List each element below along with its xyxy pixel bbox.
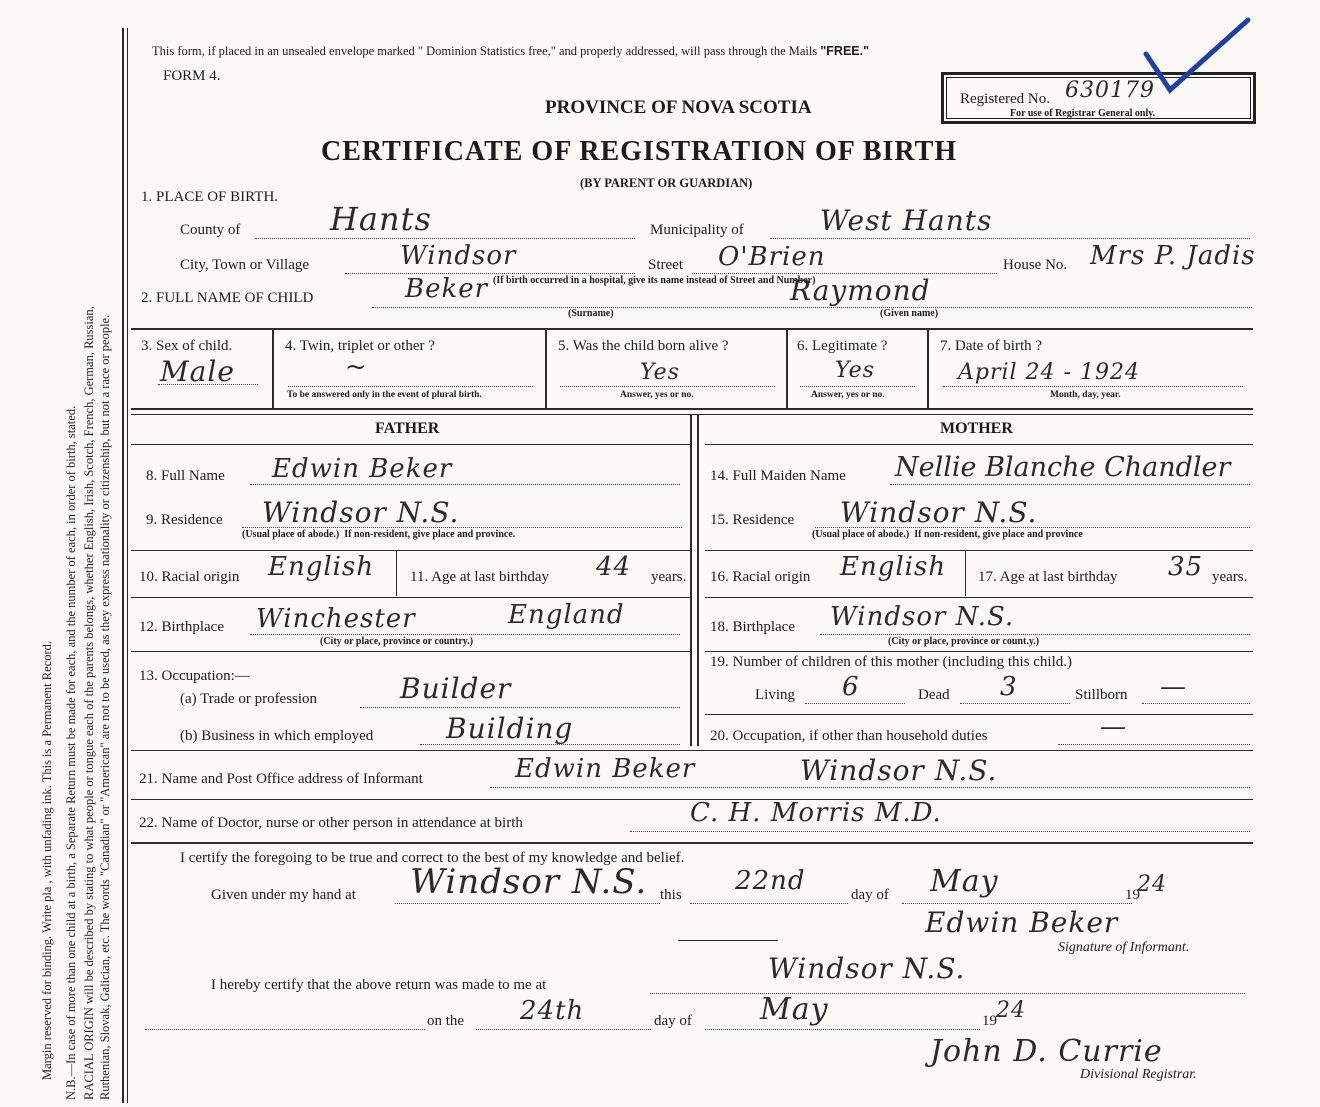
mother-racial-label: 16. Racial origin — [710, 569, 811, 585]
child-surname-note: (Surname) — [568, 308, 614, 319]
father-heading: FATHER — [375, 420, 440, 437]
municipality-label: Municipality of — [650, 222, 744, 238]
doctor-value: C. H. Morris M.D. — [690, 798, 942, 828]
registrar-year-value: 24 — [996, 998, 1026, 1023]
legitimate-note: Answer, yes or no. — [811, 390, 885, 400]
dead-value: 3 — [1000, 672, 1018, 702]
father-age-label: 11. Age at last birthday — [410, 569, 549, 585]
binding-rule-outer — [122, 28, 124, 1103]
mother-occupation-value: — — [1100, 712, 1127, 742]
child-given-value: Raymond — [790, 274, 931, 307]
certify-statement: I certify the foregoing to be true and correct to the best of my knowledge and belief. — [180, 850, 685, 866]
registrar-signature-label: Divisional Registrar. — [1080, 1067, 1197, 1082]
father-trade-value: Builder — [400, 672, 512, 705]
legitimate-value: Yes — [835, 358, 875, 383]
living-label: Living — [755, 687, 795, 703]
legitimate-label: 6. Legitimate ? — [797, 338, 888, 354]
this-label: this — [660, 887, 682, 903]
father-residence-label: 9. Residence — [146, 512, 223, 528]
house-number-value: Mrs P. Jadis — [1090, 241, 1256, 271]
registrar-signature-value: John D. Currie — [930, 1034, 1163, 1069]
father-birthplace-value-a: Winchester — [256, 604, 416, 634]
blue-check-mark — [1140, 14, 1260, 114]
date-of-birth-value: April 24 - 1924 — [958, 360, 1140, 385]
father-name-label: 8. Full Name — [146, 468, 225, 484]
informant-address-value: Windsor N.S. — [800, 754, 998, 787]
mother-heading: MOTHER — [940, 420, 1013, 437]
margin-note-line-4: Margin reserved for binding. Write pla , with unfading ink. This is a Permanent Record. — [40, 641, 54, 1080]
mother-age-value: 35 — [1168, 552, 1204, 582]
father-birthplace-value-b: England — [508, 600, 625, 630]
province-heading: PROVINCE OF NOVA SCOTIA — [545, 97, 812, 118]
father-name-value: Edwin Beker — [272, 454, 453, 484]
city-label: City, Town or Village — [180, 257, 310, 273]
mother-birthplace-note: (City or place, province or count.y.) — [888, 636, 1040, 647]
father-birthplace-note: (City or place, province or country.) — [320, 636, 474, 647]
mother-age-unit: years. — [1212, 569, 1248, 585]
father-age-value: 44 — [596, 552, 632, 582]
father-business-value: Building — [446, 712, 574, 745]
doctor-label: 22. Name of Doctor, nurse or other person in attendance at birth — [139, 815, 523, 831]
sex-label: 3. Sex of child. — [141, 338, 233, 354]
municipality-value: West Hants — [820, 204, 993, 237]
given-day-of-label: day of — [851, 887, 889, 903]
given-under-label: Given under my hand at — [211, 887, 356, 903]
binding-rule-inner — [127, 28, 128, 1103]
dead-label: Dead — [918, 687, 950, 703]
registrar-statement: I hereby certify that the above return was made to me at — [211, 977, 547, 993]
mother-name-value: Nellie Blanche Chandler — [895, 452, 1231, 483]
registrar-place-value: Windsor N.S. — [768, 952, 966, 985]
mother-residence-value: Windsor N.S. — [840, 496, 1038, 529]
mother-racial-value: English — [840, 552, 947, 582]
registered-label: Registered No. — [960, 91, 1050, 107]
father-occupation-label: 13. Occupation:— — [139, 668, 250, 684]
informant-signature-label: Signature of Informant. — [1058, 940, 1190, 955]
given-place-value: Windsor N.S. — [410, 862, 648, 902]
registrar-year-prefix: 19 — [982, 1013, 997, 1029]
child-given-note: (Given name) — [880, 308, 939, 319]
date-of-birth-label: 7. Date of birth ? — [940, 338, 1043, 354]
street-note: (If birth occurred in a hospital, give its name instead of Street and Number) — [493, 275, 816, 286]
mother-name-label: 14. Full Maiden Name — [710, 468, 846, 484]
page-subtitle: (BY PARENT OR GUARDIAN) — [580, 176, 753, 190]
house-number-label: House No. — [1003, 257, 1068, 273]
born-alive-label: 5. Was the child born alive ? — [558, 338, 729, 354]
margin-note-line-1: Ruthenian, Slovak, Galician, etc. The words "Canadian" or "American" are not to be used, as they express nationality or citizenship, but not a race or people. — [98, 314, 112, 1100]
mother-age-label: 17. Age at last birthday — [978, 569, 1118, 585]
father-trade-label: (a) Trade or profession — [180, 691, 318, 707]
city-value: Windsor — [400, 241, 517, 271]
mother-occupation-label: 20. Occupation, if other than household duties — [710, 728, 988, 744]
mother-birthplace-value: Windsor N.S. — [830, 602, 1015, 632]
father-residence-note: (Usual place of abode.) If non-resident, give place and province. — [242, 529, 516, 540]
born-alive-value: Yes — [640, 360, 680, 385]
mail-notice: This form, if placed in an unsealed envelope marked " Dominion Statistics free," and properly addressed, will pass through the Mails "FREE." — [152, 44, 870, 58]
given-day-value: 22nd — [735, 866, 806, 896]
father-racial-value: English — [268, 552, 375, 582]
street-label: Street — [648, 257, 683, 273]
registrar-day-of-label: day of — [654, 1013, 692, 1029]
mother-residence-label: 15. Residence — [710, 512, 795, 528]
sex-value: Male — [160, 355, 235, 388]
twin-value: ~ — [345, 352, 368, 382]
place-of-birth-label: 1. PLACE OF BIRTH. — [141, 189, 279, 205]
child-name-label: 2. FULL NAME OF CHILD — [141, 290, 314, 306]
county-label: County of — [180, 222, 241, 238]
informant-signature-value: Edwin Beker — [925, 906, 1119, 939]
born-alive-note: Answer, yes or no. — [620, 390, 694, 400]
registered-note: For use of Registrar General only. — [1010, 108, 1156, 119]
stillborn-label: Stillborn — [1075, 687, 1128, 703]
given-year-prefix: 19 — [1125, 887, 1140, 903]
living-value: 6 — [842, 672, 860, 702]
father-racial-label: 10. Racial origin — [139, 569, 240, 585]
margin-note-line-3: N.B.—In case of more than one child at a birth, a Separate Return must be made for each, and the number of each, in order of birth, stated. — [64, 405, 78, 1100]
registrar-on-the-label: on the — [427, 1013, 465, 1029]
child-surname-value: Beker — [405, 274, 489, 304]
mother-birthplace-label: 18. Birthplace — [710, 619, 795, 635]
registered-number: 630179 — [1065, 78, 1155, 103]
county-value: Hants — [330, 200, 432, 238]
given-month-value: May — [930, 864, 999, 899]
twin-note: To be answered only in the event of plural birth. — [287, 390, 482, 400]
informant-label: 21. Name and Post Office address of Informant — [139, 771, 423, 787]
given-year-value: 24 — [1137, 872, 1167, 897]
date-of-birth-note: Month, day, year. — [1050, 390, 1121, 400]
informant-name-value: Edwin Beker — [515, 754, 696, 784]
mother-children-label: 19. Number of children of this mother (including this child.) — [710, 654, 1073, 670]
father-residence-value: Windsor N.S. — [262, 496, 460, 529]
father-age-unit: years. — [651, 569, 687, 585]
twin-label: 4. Twin, triplet or other ? — [285, 338, 435, 354]
mother-residence-note: (Usual place of abode.) If non-resident, give place and province — [812, 529, 1083, 540]
form-number: FORM 4. — [163, 68, 221, 84]
street-value: O'Brien — [718, 242, 826, 272]
registrar-month-value: May — [760, 992, 829, 1027]
page-title: CERTIFICATE OF REGISTRATION OF BIRTH — [321, 136, 958, 167]
margin-note-line-2: RACIAL ORIGIN will be described by stating to what people or tongue each of the parents belongs, whether English, Irish, Scotch, French, German, Russian, — [82, 306, 96, 1100]
father-business-label: (b) Business in which employed — [180, 728, 374, 744]
stillborn-value: — — [1160, 672, 1187, 702]
registrar-day-value: 24th — [520, 996, 585, 1026]
father-birthplace-label: 12. Birthplace — [139, 619, 224, 635]
